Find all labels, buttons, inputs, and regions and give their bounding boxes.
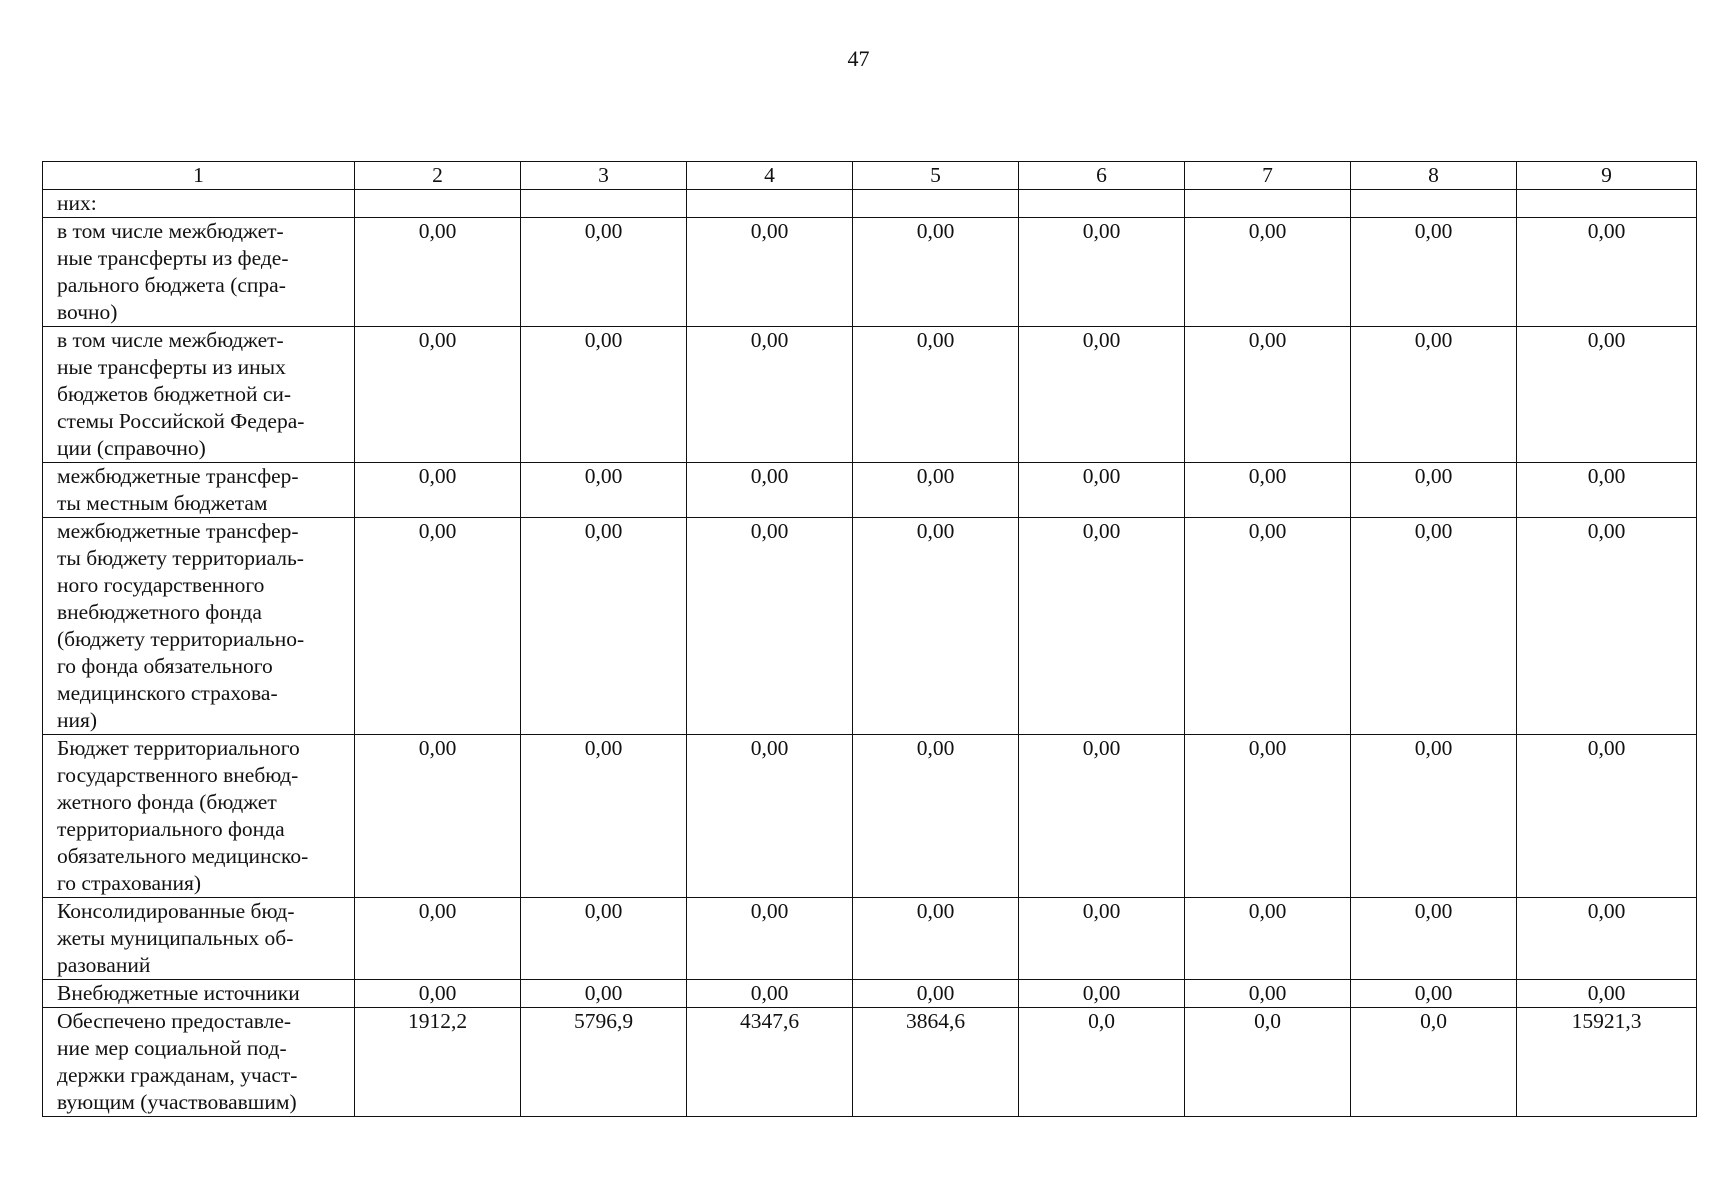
value-cell [1019, 190, 1185, 218]
value-cell: 0,00 [1185, 980, 1351, 1008]
table-row [43, 463, 1697, 518]
value-cell: 0,00 [1019, 518, 1185, 735]
value-cell: 0,00 [1019, 327, 1185, 463]
value-cell: 0,00 [1351, 980, 1517, 1008]
column-header: 4 [687, 162, 853, 190]
value-cell: 0,00 [521, 518, 687, 735]
value-cell: 0,00 [1517, 218, 1697, 327]
row-label-cell [43, 518, 355, 735]
table-row [43, 218, 1697, 327]
value-cell: 0,00 [1185, 735, 1351, 898]
value-cell: 0,00 [853, 898, 1019, 980]
value-cell: 0,0 [1351, 1008, 1517, 1117]
value-cell: 0,00 [1019, 218, 1185, 327]
value-cell: 0,00 [1351, 463, 1517, 518]
row-label: них: [57, 191, 97, 215]
value-cell: 0,00 [1019, 980, 1185, 1008]
value-cell [521, 190, 687, 218]
table-row [43, 980, 1697, 1008]
value-cell: 3864,6 [853, 1008, 1019, 1117]
value-cell [687, 190, 853, 218]
row-label: Внебюджетные источники [57, 981, 300, 1005]
row-label-cell [43, 463, 355, 518]
value-cell [853, 190, 1019, 218]
table-row [43, 898, 1697, 980]
value-cell: 0,00 [1185, 463, 1351, 518]
value-cell [1517, 190, 1697, 218]
value-cell: 0,00 [1019, 898, 1185, 980]
value-cell: 0,00 [1517, 898, 1697, 980]
column-header: 8 [1351, 162, 1517, 190]
row-label: Консолидированные бюд- жеты муниципальных об- разований [57, 899, 295, 977]
value-cell: 15921,3 [1517, 1008, 1697, 1117]
page-number: 47 [847, 46, 870, 71]
column-header: 3 [521, 162, 687, 190]
value-cell: 0,00 [853, 735, 1019, 898]
row-label: Бюджет территориального государственного внебюд- жетного фонда (бюджет территориального фонда обязательного медицинско- го страхования) [57, 736, 309, 895]
table-row [43, 327, 1697, 463]
value-cell: 0,00 [355, 735, 521, 898]
value-cell: 0,00 [1517, 735, 1697, 898]
value-cell: 0,00 [1019, 463, 1185, 518]
value-cell: 0,00 [687, 735, 853, 898]
value-cell [1351, 190, 1517, 218]
value-cell: 0,00 [853, 463, 1019, 518]
value-cell: 0,0 [1185, 1008, 1351, 1117]
value-cell: 0,00 [687, 980, 853, 1008]
value-cell: 0,00 [687, 898, 853, 980]
value-cell: 0,00 [853, 518, 1019, 735]
value-cell: 0,00 [1351, 327, 1517, 463]
row-label: в том числе межбюджет- ные трансферты из феде- рального бюджета (спра- вочно) [57, 219, 289, 324]
value-cell: 0,00 [521, 735, 687, 898]
header-row [43, 162, 1697, 190]
value-cell: 0,00 [1351, 218, 1517, 327]
value-cell: 0,00 [1517, 463, 1697, 518]
value-cell: 0,00 [355, 327, 521, 463]
value-cell: 0,00 [521, 218, 687, 327]
value-cell: 0,00 [355, 463, 521, 518]
row-label-cell [43, 190, 355, 218]
value-cell: 5796,9 [521, 1008, 687, 1117]
row-label: в том числе межбюджет- ные трансферты из иных бюджетов бюджетной си- стемы Российской Федера- ции (справочно) [57, 328, 305, 460]
value-cell: 0,0 [1019, 1008, 1185, 1117]
value-cell: 0,00 [687, 327, 853, 463]
value-cell: 0,00 [687, 518, 853, 735]
value-cell: 0,00 [853, 218, 1019, 327]
value-cell: 0,00 [687, 218, 853, 327]
value-cell: 0,00 [1019, 735, 1185, 898]
value-cell: 0,00 [521, 898, 687, 980]
value-cell: 0,00 [355, 518, 521, 735]
value-cell: 0,00 [521, 327, 687, 463]
value-cell: 0,00 [521, 463, 687, 518]
row-label-cell [43, 327, 355, 463]
value-cell: 0,00 [1185, 518, 1351, 735]
value-cell: 0,00 [853, 327, 1019, 463]
row-label-cell [43, 218, 355, 327]
table-body [43, 190, 1697, 1117]
value-cell: 0,00 [521, 980, 687, 1008]
value-cell: 1912,2 [355, 1008, 521, 1117]
value-cell: 0,00 [1351, 898, 1517, 980]
column-header: 5 [853, 162, 1019, 190]
column-header: 6 [1019, 162, 1185, 190]
data-table [42, 161, 1697, 1117]
value-cell: 0,00 [355, 980, 521, 1008]
row-label-cell [43, 898, 355, 980]
row-label: межбюджетные трансфер- ты бюджету территориаль- ного государственного внебюджетного фонда (бюджету территориально- го фонда обязательного медицинского страхова- ния) [57, 519, 305, 732]
column-header: 1 [43, 162, 355, 190]
row-label-cell [43, 980, 355, 1008]
column-header: 9 [1517, 162, 1697, 190]
row-label: Обеспечено предоставле- ние мер социальной под- держки гражданам, участ- вующим (участвовавшим) [57, 1009, 298, 1114]
value-cell: 0,00 [1517, 327, 1697, 463]
row-label-cell [43, 735, 355, 898]
value-cell: 0,00 [1185, 327, 1351, 463]
table-row [43, 735, 1697, 898]
value-cell [1185, 190, 1351, 218]
table-row [43, 518, 1697, 735]
row-label-cell [43, 1008, 355, 1117]
value-cell: 0,00 [1517, 518, 1697, 735]
value-cell: 0,00 [1185, 218, 1351, 327]
value-cell: 0,00 [687, 463, 853, 518]
value-cell: 0,00 [1351, 518, 1517, 735]
value-cell: 4347,6 [687, 1008, 853, 1117]
table-row [43, 1008, 1697, 1117]
value-cell: 0,00 [355, 218, 521, 327]
value-cell: 0,00 [355, 898, 521, 980]
value-cell: 0,00 [853, 980, 1019, 1008]
column-header: 7 [1185, 162, 1351, 190]
table-row [43, 190, 1697, 218]
row-label: межбюджетные трансфер- ты местным бюджетам [57, 464, 299, 515]
value-cell [355, 190, 521, 218]
value-cell: 0,00 [1351, 735, 1517, 898]
value-cell: 0,00 [1185, 898, 1351, 980]
column-header: 2 [355, 162, 521, 190]
value-cell: 0,00 [1517, 980, 1697, 1008]
